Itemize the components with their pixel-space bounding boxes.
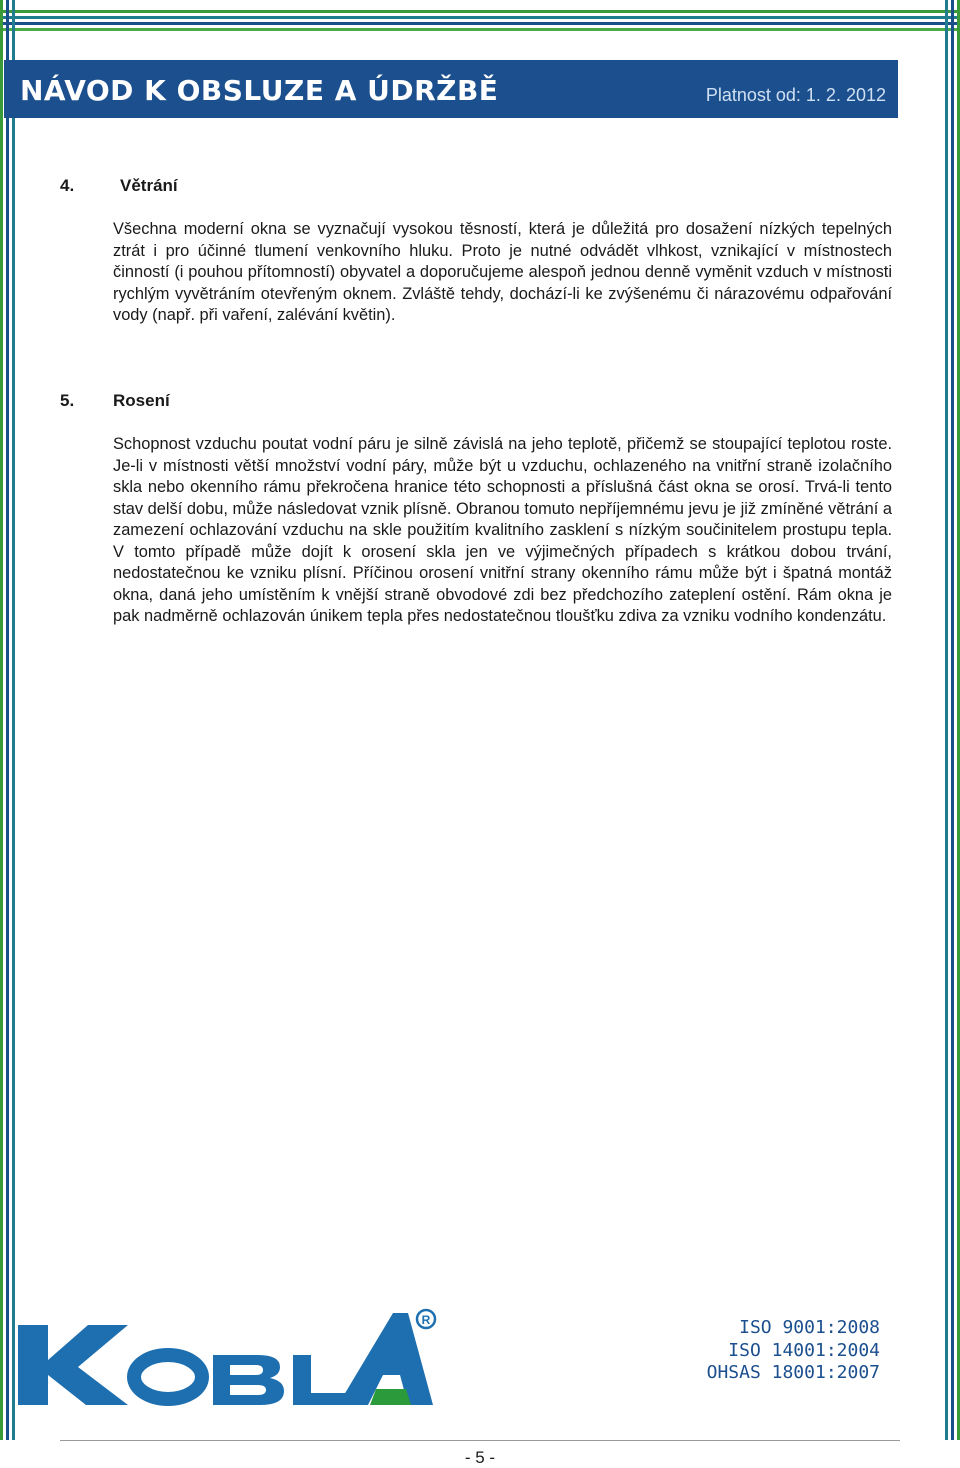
top-border-stripe: [0, 16, 960, 19]
left-border-stripe: [6, 0, 9, 1440]
right-border-stripe: [945, 0, 948, 1440]
section-title: Rosení: [113, 391, 170, 410]
left-border-stripe: [12, 0, 15, 1440]
certification-label: ISO 9001:2008: [739, 1317, 880, 1338]
section-body: Schopnost vzduchu poutat vodní páru je silně závislá na jeho teplotě, přičemž se stoupající teplotou roste. Je-li v místnosti větší množství vodní páry, může být u vzduchu, ochlazeného na vnitřní straně izolačního skla nebo okenního rámu překročena hranice této schopnosti a příslušná část okna se orosí. Trvá-li tento stav delší dobu, může následovat vznik plísně. Obranou tomuto nepříjemnému jevu je již zmíněné větrání a zamezení ochlazování vzduchu na skle použitím kvalitního zasklení s nízkým součinitelem prostupu tepla. V tomto případě může dojít k orosení skla jen ve výjimečných případech s krátkou dobou trvání, nedostatečnou ke vzniku plísní. Příčinou orosení vnitřní strany okenního rámu může být i špatná montáž okna, daná jeho umístěním k vnější straně obvodové zdi bez předchozího zateplení ostění. Rám okna je pak nadměrně ochlazován únikem tepla přes nedostatečnou tloušťku zdiva za vzniku vodního kondenzátu.: [113, 435, 892, 625]
document-header: [4, 60, 898, 118]
registered-mark: R: [421, 1313, 431, 1327]
left-border-stripe: [0, 0, 3, 1440]
footer-divider: [60, 1440, 900, 1441]
top-border-stripe: [0, 22, 960, 25]
document-title: NÁVOD K OBSLUZE A ÚDRŽBĚ: [20, 74, 499, 107]
top-border-stripe: [0, 28, 960, 31]
top-border-stripe: [0, 10, 960, 13]
section-title: Větrání: [120, 176, 178, 195]
section-body: Všechna moderní okna se vyznačují vysokou těsností, která je důležitá pro dosažení nízkých tepelných ztrát i pro účinné tlumení venkovního hluku. Proto je nutné odvádět vlhkost, vznikající v místnostech činností (i pouhou přítomností) obyvatel a doporučujeme alespoň jednou denně vyměnit vzduch v místnosti rychlým vyvětráním otevřeným oknem. Zvláště tehdy, dochází-li ke zvýšenému či nárazovému odpařování vody (např. při vaření, zalévání květin).: [113, 220, 892, 324]
kobla-logo: [8, 1305, 438, 1413]
section-number: 5.: [60, 391, 75, 410]
certification-label: OHSAS 18001:2007: [706, 1362, 880, 1383]
page-number: - 5 -: [464, 1448, 496, 1467]
validity-date: Platnost od: 1. 2. 2012: [705, 85, 886, 105]
certification-label: ISO 14001:2004: [728, 1340, 880, 1361]
section-number: 4.: [60, 176, 75, 195]
right-border-stripe: [951, 0, 954, 1440]
